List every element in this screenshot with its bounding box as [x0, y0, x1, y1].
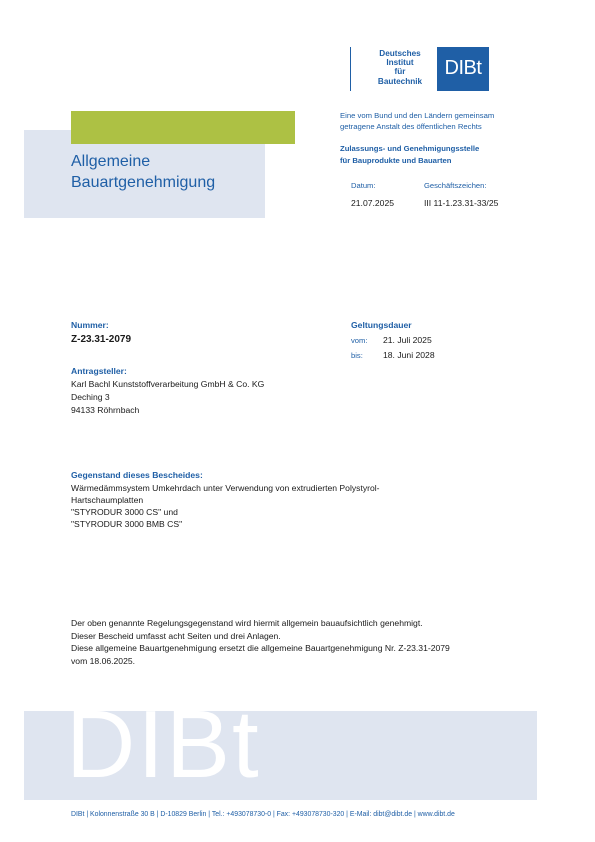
logo-line: Bautechnik	[377, 76, 423, 86]
institution-description: Eine vom Bund und den Ländern gemeinsam	[340, 111, 495, 120]
logo-line: Institut	[386, 58, 414, 68]
closing-statement	[71, 617, 450, 667]
applicant-line: Deching 3	[71, 392, 110, 402]
document-title: Allgemeine	[71, 153, 151, 170]
logo-divider	[350, 47, 351, 91]
department-name: Zulassungs- und Genehmigungsstelle	[340, 144, 480, 153]
subject-line: Hartschaumplatten	[71, 495, 144, 505]
footer-contact-info: DIBt | Kolonnenstraße 30 B | D-10829 Berlin | Tel.: +493078730-0 | Fax: +493078730-320 | E-Mail: dibt@dibt.de | www.dibt.de	[71, 811, 455, 818]
valid-to-label: bis:	[351, 351, 363, 360]
date-value: 21.07.2025	[351, 198, 395, 208]
subject-label: Gegenstand dieses Bescheides:	[71, 470, 203, 480]
subject-line: Wärmedämmsystem Umkehrdach unter Verwendung von extrudierten Polystyrol-	[71, 483, 380, 493]
accent-bar	[71, 111, 295, 144]
date-label: Datum:	[351, 181, 376, 190]
valid-to-date: 18. Juni 2028	[383, 350, 435, 360]
closing-line: vom 18.06.2025.	[71, 655, 136, 666]
applicant-address	[71, 378, 264, 417]
valid-from-label: vom:	[351, 336, 368, 345]
applicant-label: Antragsteller:	[71, 366, 127, 376]
number-label: Nummer:	[71, 320, 109, 330]
logo-line: Deutsches	[379, 49, 421, 58]
closing-line: Diese allgemeine Bauartgenehmigung ersetzt die allgemeine Bauartgenehmigung Nr. Z-23.31-2079	[71, 643, 450, 653]
validity-label: Geltungsdauer	[351, 320, 412, 330]
approval-number: Z-23.31-2079	[71, 334, 132, 345]
valid-from-date: 21. Juli 2025	[383, 335, 432, 345]
applicant-line: Karl Bachl Kunststoffverarbeitung GmbH & Co. KG	[71, 379, 265, 389]
footer-watermark-logo: DIBt	[66, 691, 261, 798]
reference-value: III 11-1.23.31-33/25	[424, 198, 499, 208]
closing-line: Dieser Bescheid umfasst acht Seiten und drei Anlagen.	[71, 630, 281, 641]
reference-label: Geschäftszeichen:	[424, 181, 487, 190]
institution-description: getragene Anstalt des öffentlichen Rechts	[340, 122, 482, 131]
applicant-line: 94133 Röhrnbach	[71, 405, 140, 415]
institute-name	[369, 49, 431, 86]
document-title: Bauartgenehmigung	[71, 174, 216, 191]
logo-line: für	[394, 67, 406, 77]
subject-text	[71, 482, 380, 530]
department-name: für Bauprodukte und Bauarten	[340, 156, 452, 165]
closing-line: Der oben genannte Regelungsgegenstand wird hiermit allgemein bauaufsichtlich genehmigt.	[71, 618, 423, 628]
dibt-logo-mark: DIBt	[444, 57, 482, 79]
subject-line: "STYRODUR 3000 CS" und	[71, 507, 178, 517]
subject-line: "STYRODUR 3000 BMB CS"	[71, 519, 183, 529]
